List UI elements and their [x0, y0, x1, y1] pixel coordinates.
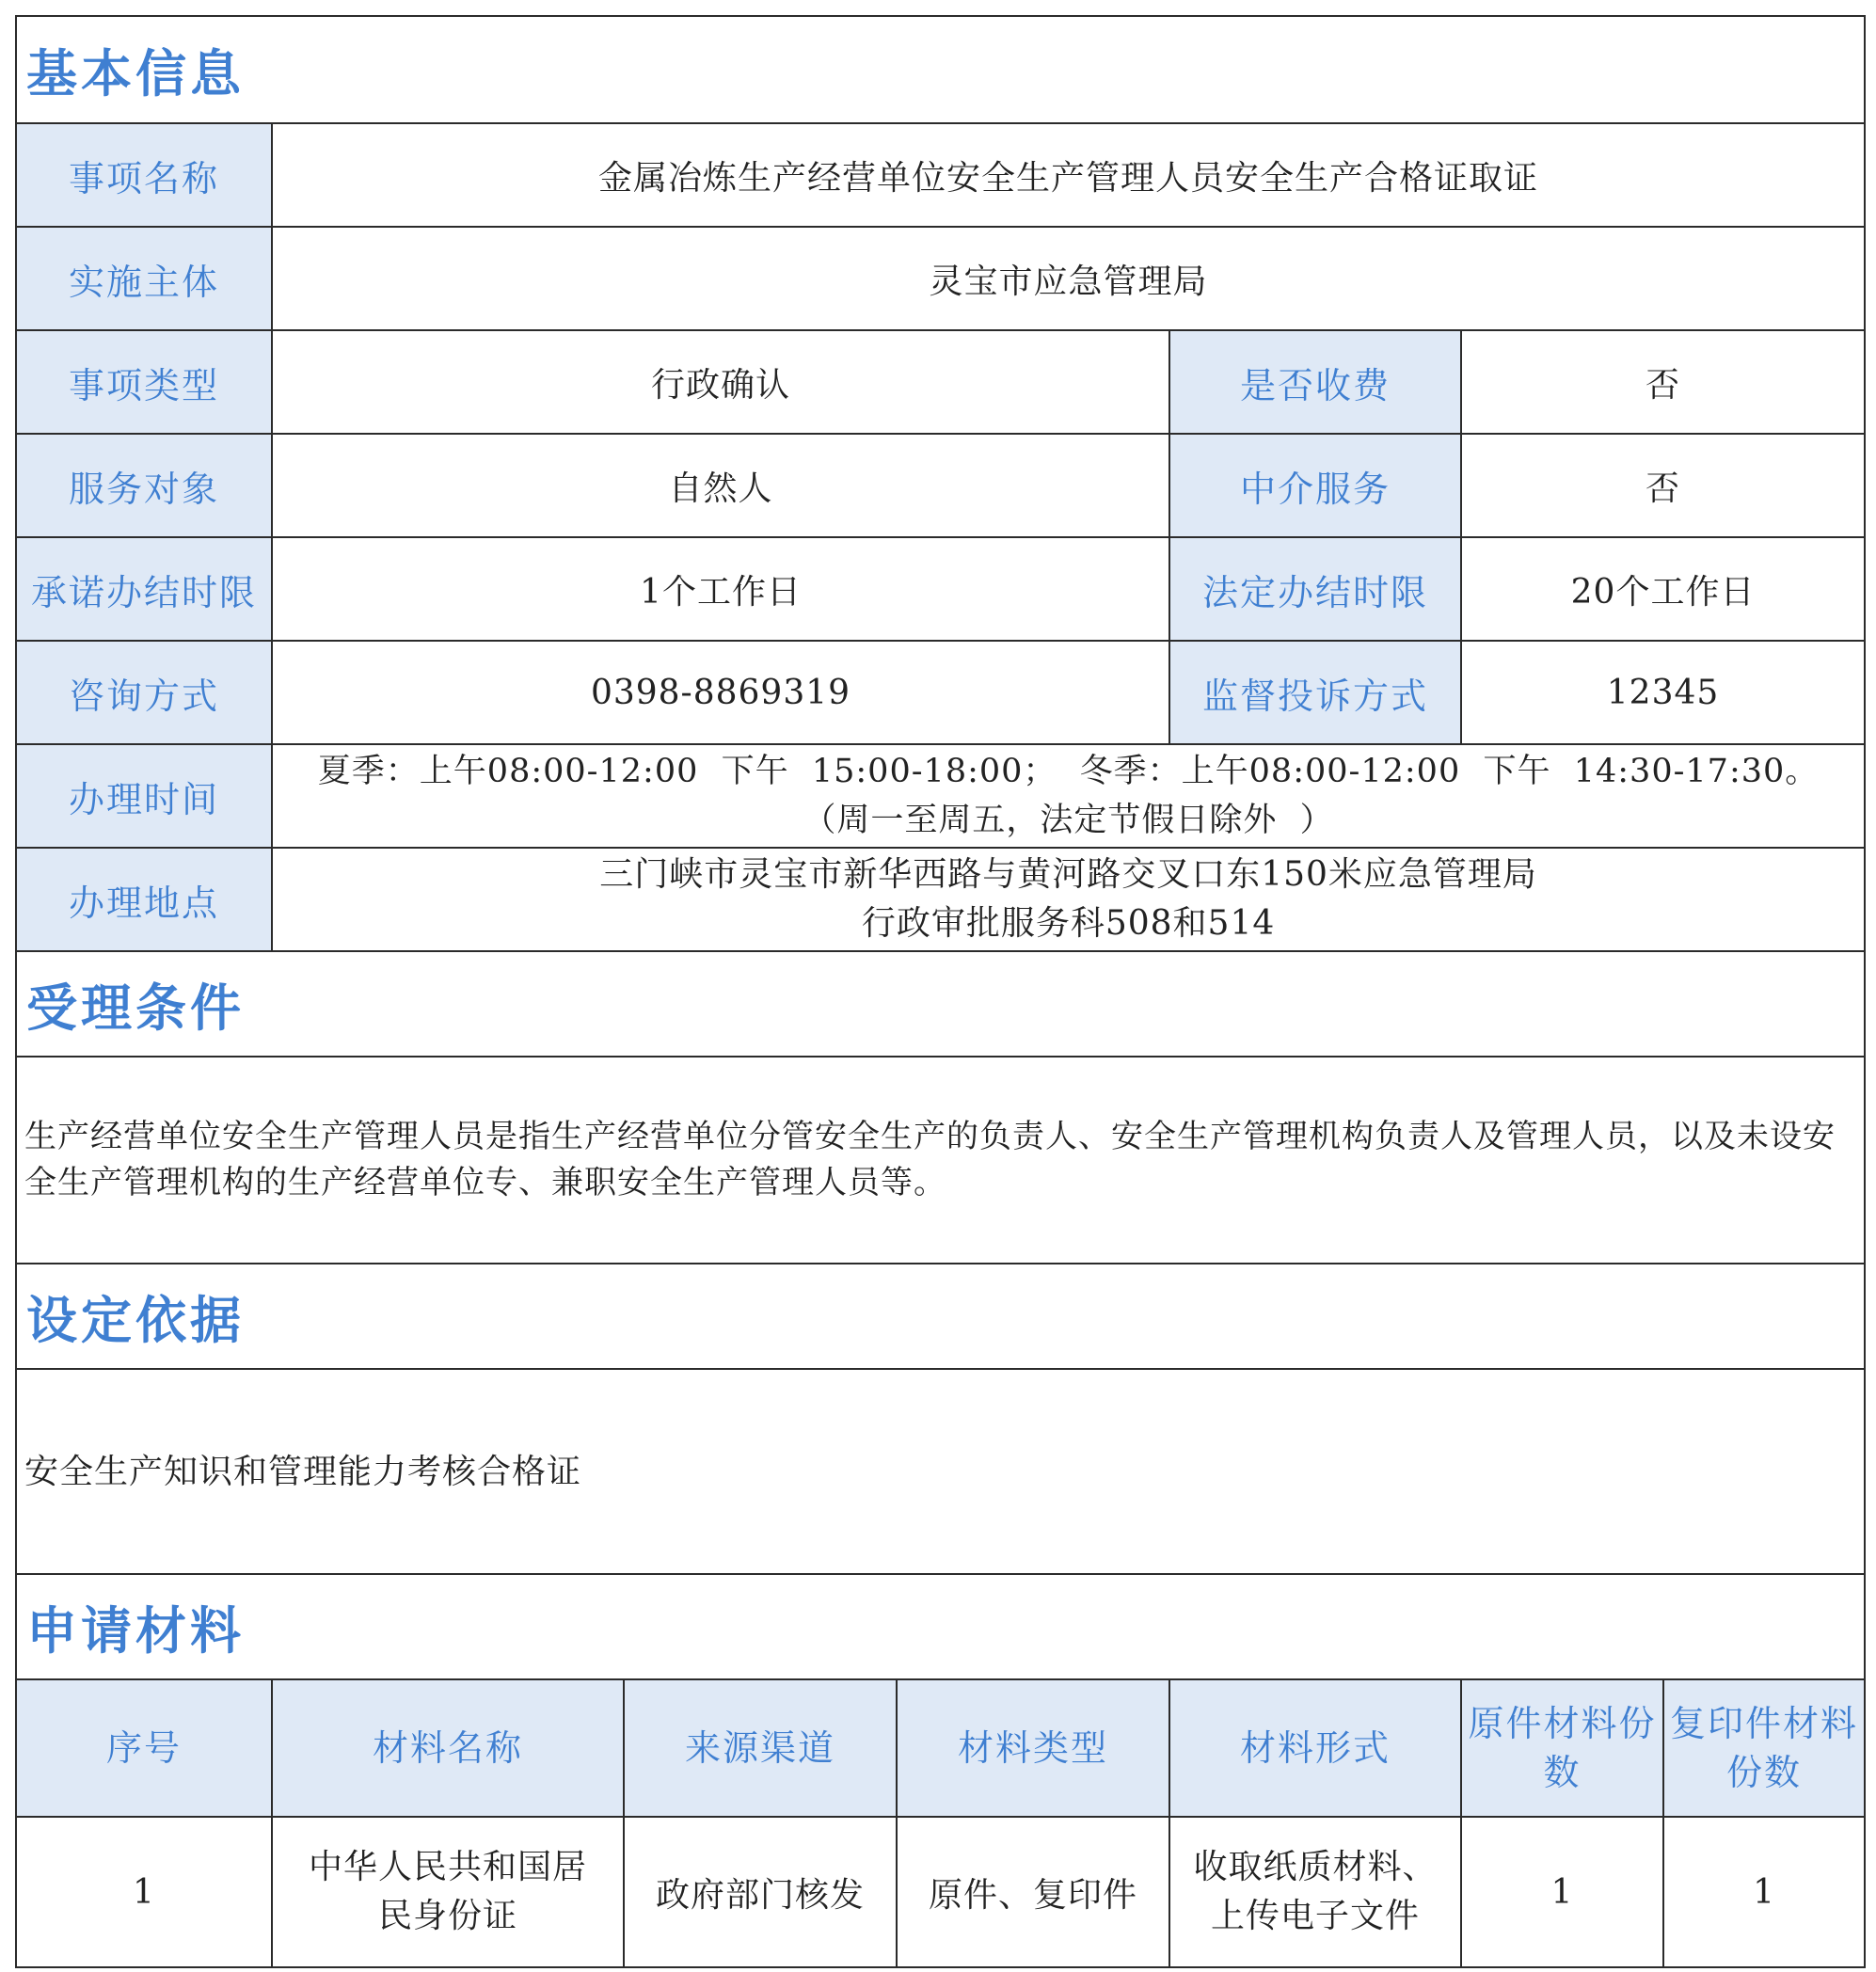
- material-type: 原件、复印件: [897, 1817, 1169, 1967]
- basis-text: 安全生产知识和管理能力考核合格证: [16, 1369, 1865, 1574]
- material-no: 1: [16, 1817, 272, 1967]
- material-name: 中华人民共和国居民身份证: [272, 1817, 624, 1967]
- item-type-value: 行政确认: [272, 330, 1169, 434]
- section-title-materials: 申请材料: [26, 1600, 245, 1661]
- row-item-type: [16, 330, 1865, 434]
- row-conditions-text: [16, 1057, 1865, 1264]
- row-implementer: [16, 227, 1865, 330]
- service-target-value: 自然人: [272, 434, 1169, 537]
- promised-time-value: 1个工作日: [272, 537, 1169, 641]
- materials-header-form: 材料形式: [1169, 1679, 1461, 1817]
- row-location: [16, 848, 1865, 951]
- row-contact: [16, 641, 1865, 744]
- row-basis-text: [16, 1369, 1865, 1574]
- legal-time-label: 法定办结时限: [1169, 537, 1461, 641]
- promised-time-label: 承诺办结时限: [16, 537, 272, 641]
- row-item-name: [16, 123, 1865, 227]
- complaint-value: 12345: [1461, 641, 1865, 744]
- intermediary-value: 否: [1461, 434, 1865, 537]
- implementer-label: 实施主体: [16, 227, 272, 330]
- row-hours: [16, 744, 1865, 848]
- service-target-label: 服务对象: [16, 434, 272, 537]
- materials-header-name: 材料名称: [272, 1679, 624, 1817]
- section-title-basis: 设定依据: [26, 1290, 245, 1350]
- materials-header-row: [16, 1679, 1865, 1817]
- material-source: 政府部门核发: [624, 1817, 897, 1967]
- conditions-text: 生产经营单位安全生产管理人员是指生产经营单位分管安全生产的负责人、安全生产管理机构负责人及管理人员，以及未设安全生产管理机构的生产经营单位专、兼职安全生产管理人员等。: [16, 1057, 1865, 1264]
- item-name-label: 事项名称: [16, 123, 272, 227]
- intermediary-label: 中介服务: [1169, 434, 1461, 537]
- service-guide-document: [15, 15, 1864, 1968]
- section-title-conditions: 受理条件: [26, 978, 245, 1038]
- materials-header-original-count: 原件材料份数: [1461, 1679, 1663, 1817]
- table-row: [16, 1817, 1865, 1967]
- section-title-basic-info: 基本信息: [26, 43, 245, 103]
- hours-line-1: 夏季：上午08:00-12:00 下午 15:00-18:00； 冬季：上午08:00-12:00 下午 14:30-17:30。: [317, 753, 1820, 790]
- section-conditions: [16, 951, 1865, 1057]
- material-copy-count: 1: [1663, 1817, 1865, 1967]
- fee-label: 是否收费: [1169, 330, 1461, 434]
- materials-header-type: 材料类型: [897, 1679, 1169, 1817]
- material-original-count: 1: [1461, 1817, 1663, 1967]
- consult-value: 0398-8869319: [272, 641, 1169, 744]
- legal-time-value: 20个工作日: [1461, 537, 1865, 641]
- materials-header-no: 序号: [16, 1679, 272, 1817]
- location-line-2: 行政审批服务科508和514: [861, 904, 1276, 943]
- location-value: [272, 848, 1865, 951]
- consult-label: 咨询方式: [16, 641, 272, 744]
- row-service-target: [16, 434, 1865, 537]
- row-time-limit: [16, 537, 1865, 641]
- item-type-label: 事项类型: [16, 330, 272, 434]
- hours-value: [272, 744, 1865, 848]
- materials-header-source: 来源渠道: [624, 1679, 897, 1817]
- section-basis: [16, 1264, 1865, 1369]
- hours-label: 办理时间: [16, 744, 272, 848]
- implementer-value: 灵宝市应急管理局: [272, 227, 1865, 330]
- fee-value: 否: [1461, 330, 1865, 434]
- location-line-1: 三门峡市灵宝市新华西路与黄河路交叉口东150米应急管理局: [599, 855, 1537, 894]
- location-label: 办理地点: [16, 848, 272, 951]
- item-name-value: 金属冶炼生产经营单位安全生产管理人员安全生产合格证取证: [272, 123, 1865, 227]
- guide-table: [15, 15, 1866, 1968]
- complaint-label: 监督投诉方式: [1169, 641, 1461, 744]
- material-form: 收取纸质材料、上传电子文件: [1169, 1817, 1461, 1967]
- hours-line-2: （周一至周五，法定节假日除外 ）: [803, 802, 1334, 839]
- materials-header-copy-count: 复印件材料份数: [1663, 1679, 1865, 1817]
- section-materials: [16, 1574, 1865, 1679]
- section-basic-info: [16, 16, 1865, 123]
